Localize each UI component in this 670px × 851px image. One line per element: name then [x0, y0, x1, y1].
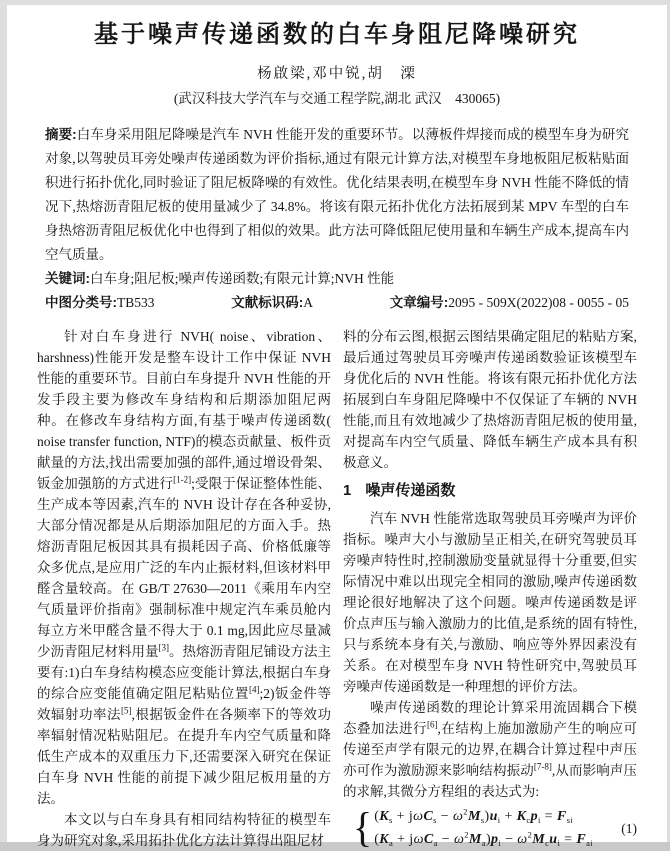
- section-number: 1: [343, 482, 352, 499]
- paper-title: 基于噪声传递函数的白车身阻尼降噪研究: [94, 21, 580, 48]
- clc-value: TB533: [117, 295, 155, 310]
- abstract-text: 白车身采用阻尼降噪是汽车 NVH 性能开发的重要环节。以薄板件焊接而成的模型车身为研究对象,以驾驶员耳旁处噪声传递函数为评价指标,通过有限元计算方法,对模型车身地板阻尼板粘贴面积进行拓扑优化,同时验证了阻尼板降噪的有效性。优化结果表明,在模型车身 NVH 性能不降低的情况下,热熔沥青阻尼板的使用量减少了 34.8%。将该有限元拓扑优化方法拓展到某 MPV 车型的白车身热熔沥青阻尼板优化中也得到了相似的效果。此方法可降低阻尼使用量和车辆生产成本,提高车内空气质量。: [45, 127, 630, 262]
- doc-code-label: 文献标识码:: [231, 295, 304, 310]
- column-left: [37, 326, 331, 851]
- classification-line: [45, 291, 629, 315]
- doc-code-group: [231, 291, 313, 315]
- equation-lines: [374, 805, 593, 851]
- body-paragraph: 汽车 NVH 性能常选取驾驶员耳旁噪声为评价指标。噪声大小与激励呈正相关,在研究驾驶员耳旁噪声特性时,控制激励变量就显得十分重要,但实际情况中难以出现完全相同的激励,噪声传递函数理论很好地解决了这个问题。噪声传递函数是评价点声压与输入激励力的比值,是系统的固有特性,只与系统本身有关,与激励、响应等外界因素没有关系。在对模型车身 NVH 特性研究中,驾驶员耳旁噪声传递函数是一种理想的评价方法。: [343, 511, 637, 694]
- clc-label: 中图分类号:: [45, 295, 117, 310]
- body-paragraph: 针对白车身进行 NVH( noise、vibration、harshness)性能开发是整车设计工作中保证 NVH 性能的重要环节。目前白车身提升 NVH 性能的开发手段主要为修改车身结构和后期添加阻尼两种。在修改车身结构方面,有基于噪声传递函数( noise transfer function, NTF)的模态贡献量、板件贡献量的方法,找出需要加强的部件,通过增设骨架、钣金加强筋的方式进行[1-2];受限于保证整体性能、生产成本等因素,汽车的 NVH 设计存在各种妥协,大部分情况都是从后期添加阻尼的方面入手。热熔沥青阻尼板因其具有损耗因子高、价格低廉等众多优点,是应用广泛的车内止振材料,但该材料甲醛含量较高。在 GB/T 27630—2011《乘用车内空气质量评价指南》强制标准中规定汽车乘员舱内每立方米甲醛含量不得大于 0.1 mg,因此应尽量减少沥青阻尼材料用量[3]。热熔沥青阻尼铺设方法主要有:1)白车身结构模态应变能计算法,根据白车身的综合应变能值确定阻尼粘贴位置[4];2)钣金件等效辐射功率法[5],根据钣金件在各频率下的等效功率辐射情况粘贴阻尼。在提升车内空气质量和降低生产成本的双重压力下,还需要深入研究在保证白车身 NVH 性能的前提下减少阻尼板用量的方法。: [37, 329, 332, 806]
- body-paragraph: 本文以与白车身具有相同结构特征的模型车身为研究对象,采用拓扑优化方法计算得出阻尼材: [37, 812, 331, 848]
- article-no-label: 文章编号:: [389, 295, 449, 310]
- abstract-block: [45, 123, 629, 267]
- article-no-value: 2095 - 509X(2022)08 - 0055 - 05: [448, 295, 629, 310]
- article-no-group: [390, 291, 629, 315]
- paper-page: [7, 5, 667, 851]
- body-paragraph: 噪声传递函数的理论计算采用流固耦合下模态叠加法进行[6],在结构上施加激励产生的响应可传递至声学有限元的边界,在耦合计算过程中声压亦可作为激励源来影响结构振动[7-8],从而影响声压的求解,其微分方程组的表达式为:: [343, 700, 638, 799]
- equation-line: $(K_s + j\omega C_s - \omega^2M_s)u_i + K_cp_i = F_{si}$: [374, 806, 574, 825]
- equation: [353, 805, 637, 851]
- body-paragraph: 料的分布云图,根据云图结果确定阻尼的粘贴方案,最后通过驾驶员耳旁噪声传递函数验证该模型车身优化后的 NVH 性能。将该有限元拓扑优化方法拓展到白车身阻尼降噪中不仅保证了车辆的 NVH 性能,而且有效地减少了热熔沥青阻尼板的使用量,对提高车内空气质量、降低车辆生产成本具有积极意义。: [343, 329, 637, 470]
- keywords-text: 白车身;阻尼板;噪声传递函数;有限元计算;NVH 性能: [90, 271, 395, 286]
- section-title: 噪声传递函数: [365, 482, 456, 499]
- clc-group: [45, 291, 155, 315]
- equation-number: (1): [621, 820, 637, 836]
- section-heading: [343, 481, 637, 501]
- equation-line: $(K_a + j\omega C_a - \omega^2M_a)p_i - \omega^2M_cu_i = F_{ai}$: [374, 829, 594, 848]
- column-right: [343, 326, 637, 851]
- keywords-label: 关键词:: [45, 271, 90, 286]
- abstract-label: 摘要:: [45, 127, 77, 142]
- authors-line: 杨啟梁,邓中锐,胡 溧: [257, 66, 417, 82]
- doc-code-value: A: [303, 295, 314, 310]
- affiliation-line: (武汉科技大学汽车与交通工程学院,湖北 武汉 430065): [173, 91, 501, 106]
- keywords-line: [45, 267, 629, 291]
- equation-brace: {: [353, 803, 373, 851]
- body-columns: [37, 326, 637, 851]
